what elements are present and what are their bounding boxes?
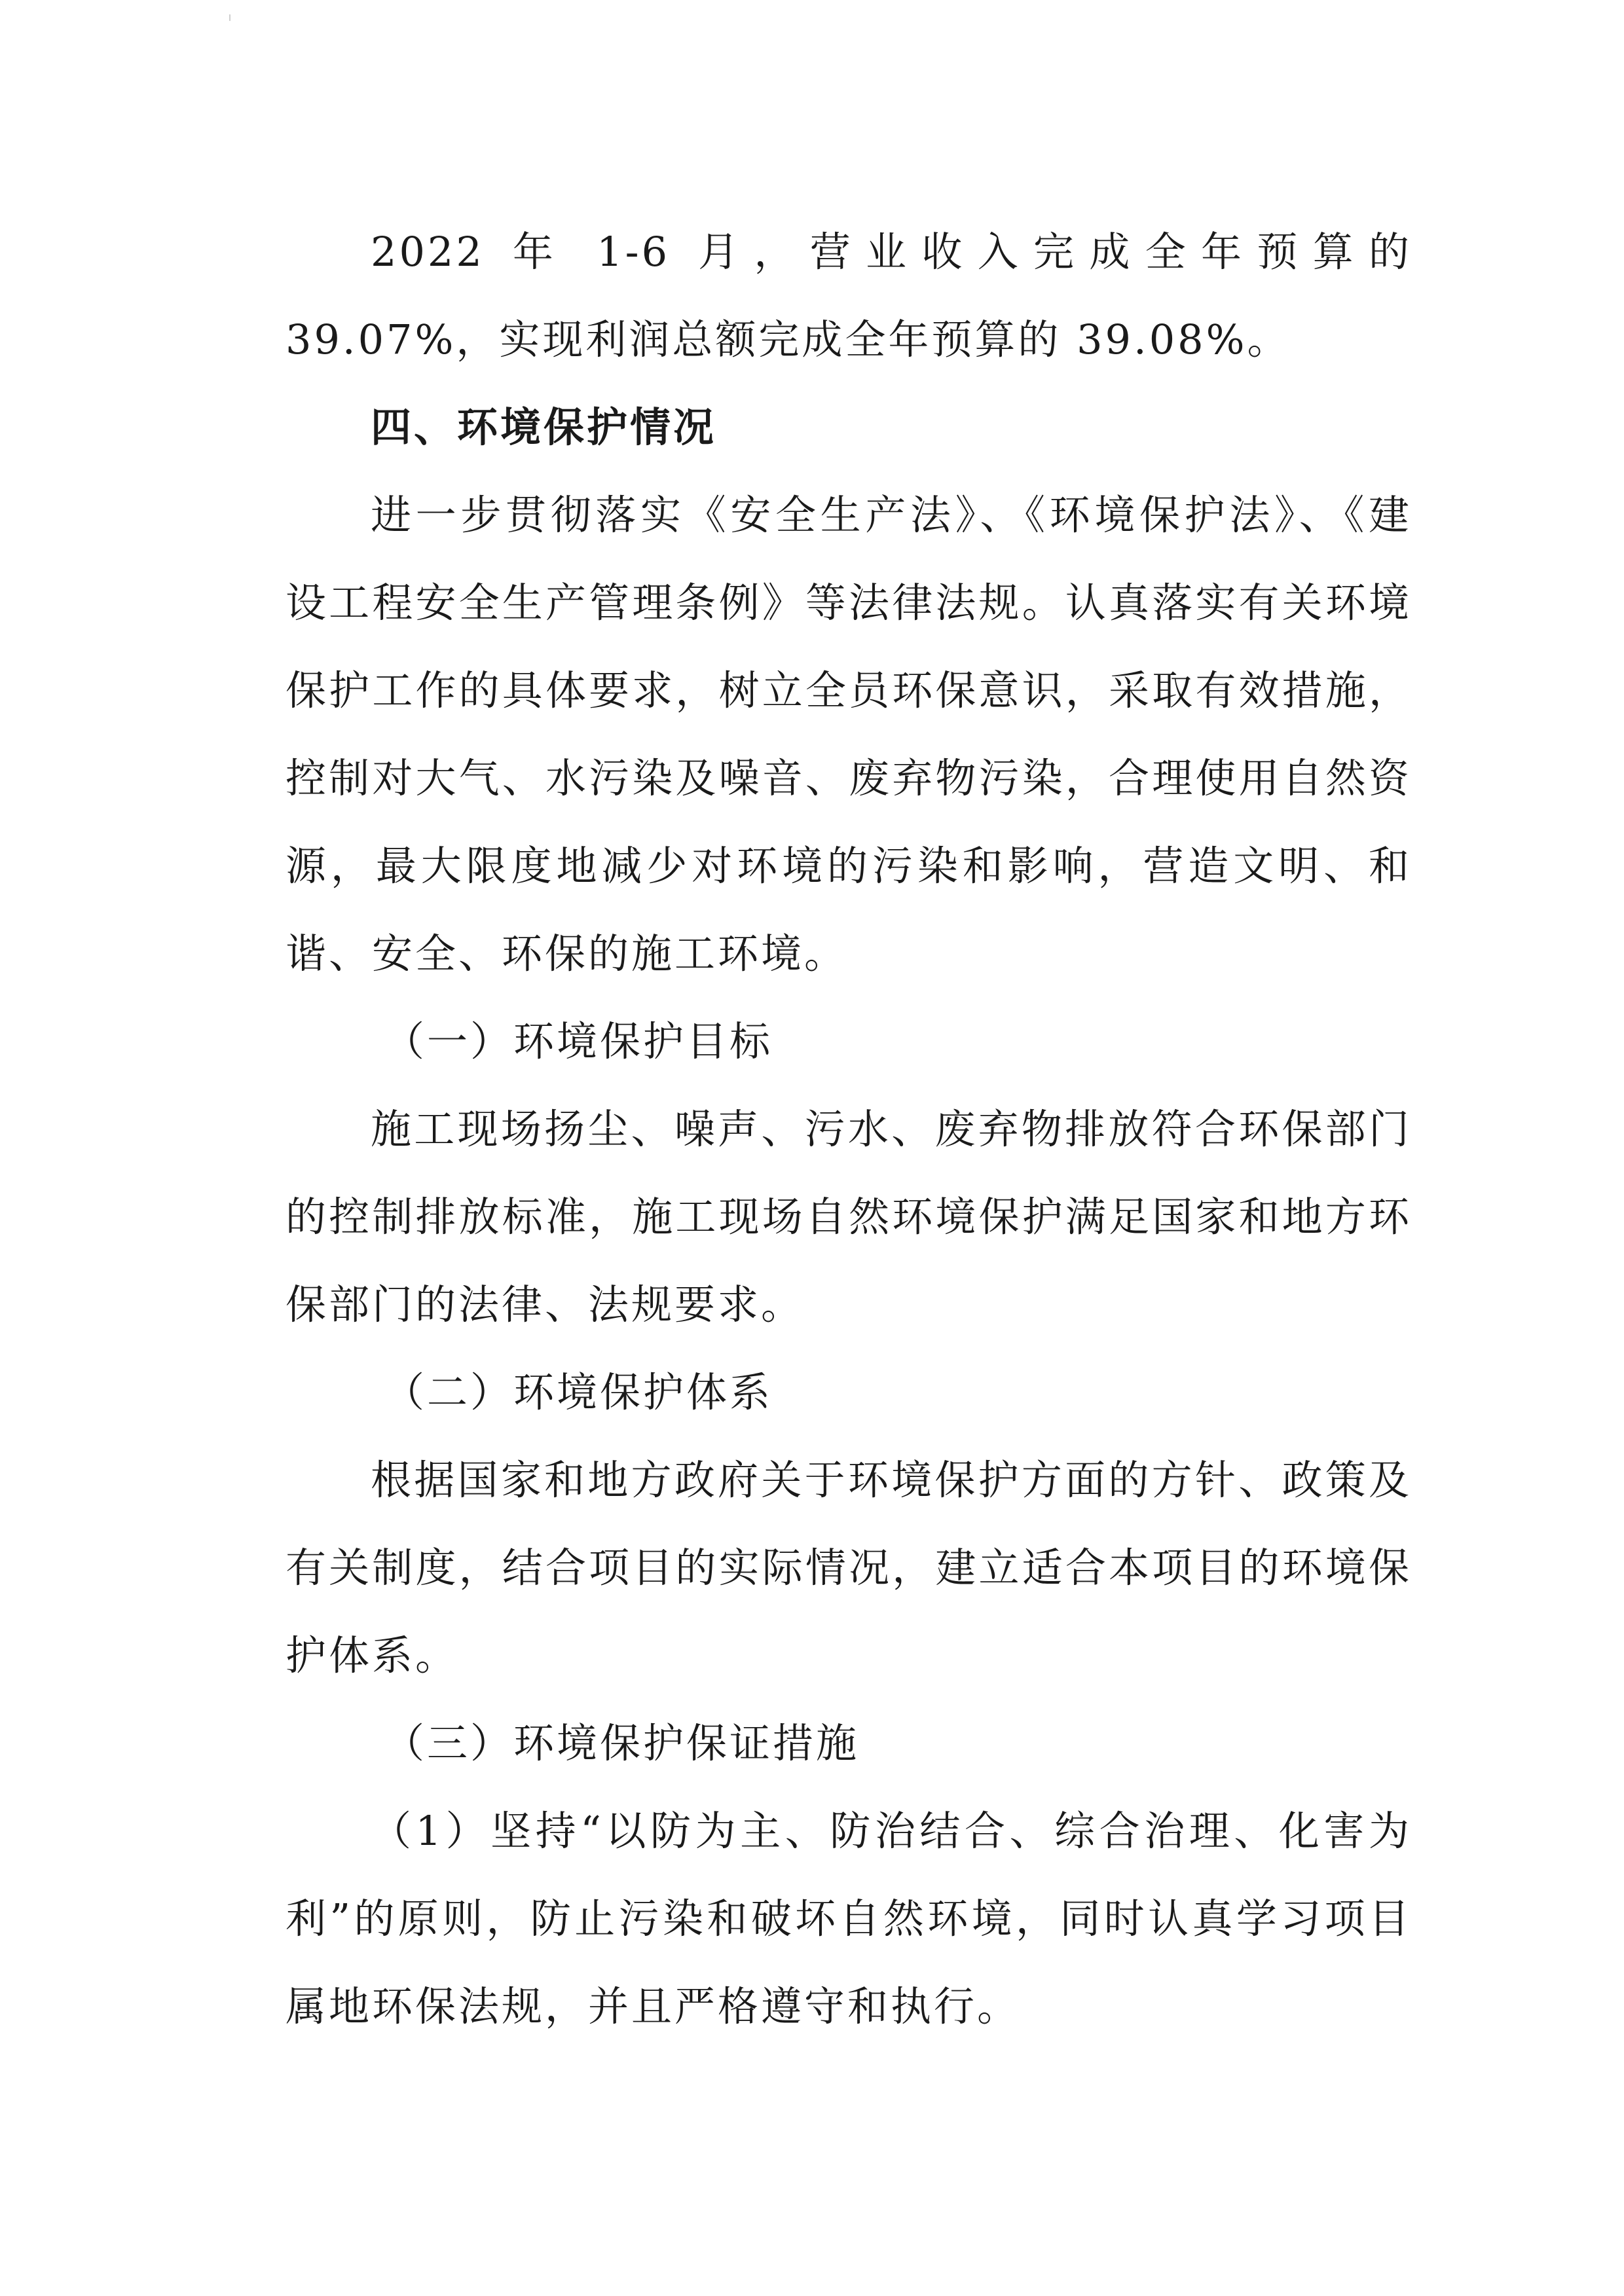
paragraph-system: 根据国家和地方政府关于环境保护方面的方针、政策及有关制度，结合项目的实际情况，建立适合本项目的环境保护体系。 [286,1456,1412,1679]
paragraph-measure-1: （1）坚持“以防为主、防治结合、综合治理、化害为利”的原则，防止污染和破坏自然环境，同时认真学习项目属地环保法规，并且严格遵守和执行。 [286,1807,1412,2030]
scan-mark [229,14,231,21]
paragraph-goals: 施工现场扬尘、噪声、污水、废弃物排放符合环保部门的控制排放标准，施工现场自然环境保护满足国家和地方环保部门的法律、法规要求。 [286,1105,1412,1328]
subheading-goals: （一）环境保护目标 [384,1017,773,1065]
subheading-system: （二）环境保护体系 [384,1368,773,1416]
section-heading-environment: 四、环境保护情况 [371,403,717,451]
document-body [286,208,1412,2050]
paragraph-budget: 2022 年 1-6 月，营业收入完成全年预算的 39.07%，实现利润总额完成全年预算的 39.08%。 [286,228,1412,363]
subheading-measures: （三）环境保护保证措施 [384,1719,860,1767]
paragraph-environment-intro: 进一步贯彻落实《安全生产法》、《环境保护法》、《建设工程安全生产管理条例》等法律法规。认真落实有关环境保护工作的具体要求，树立全员环保意识，采取有效措施，控制对大气、水污染及噪音、废弃物污染，合理使用自然资源，最大限度地减少对环境的污染和影响，营造文明、和谐、安全、环保的施工环境。 [286,491,1412,977]
